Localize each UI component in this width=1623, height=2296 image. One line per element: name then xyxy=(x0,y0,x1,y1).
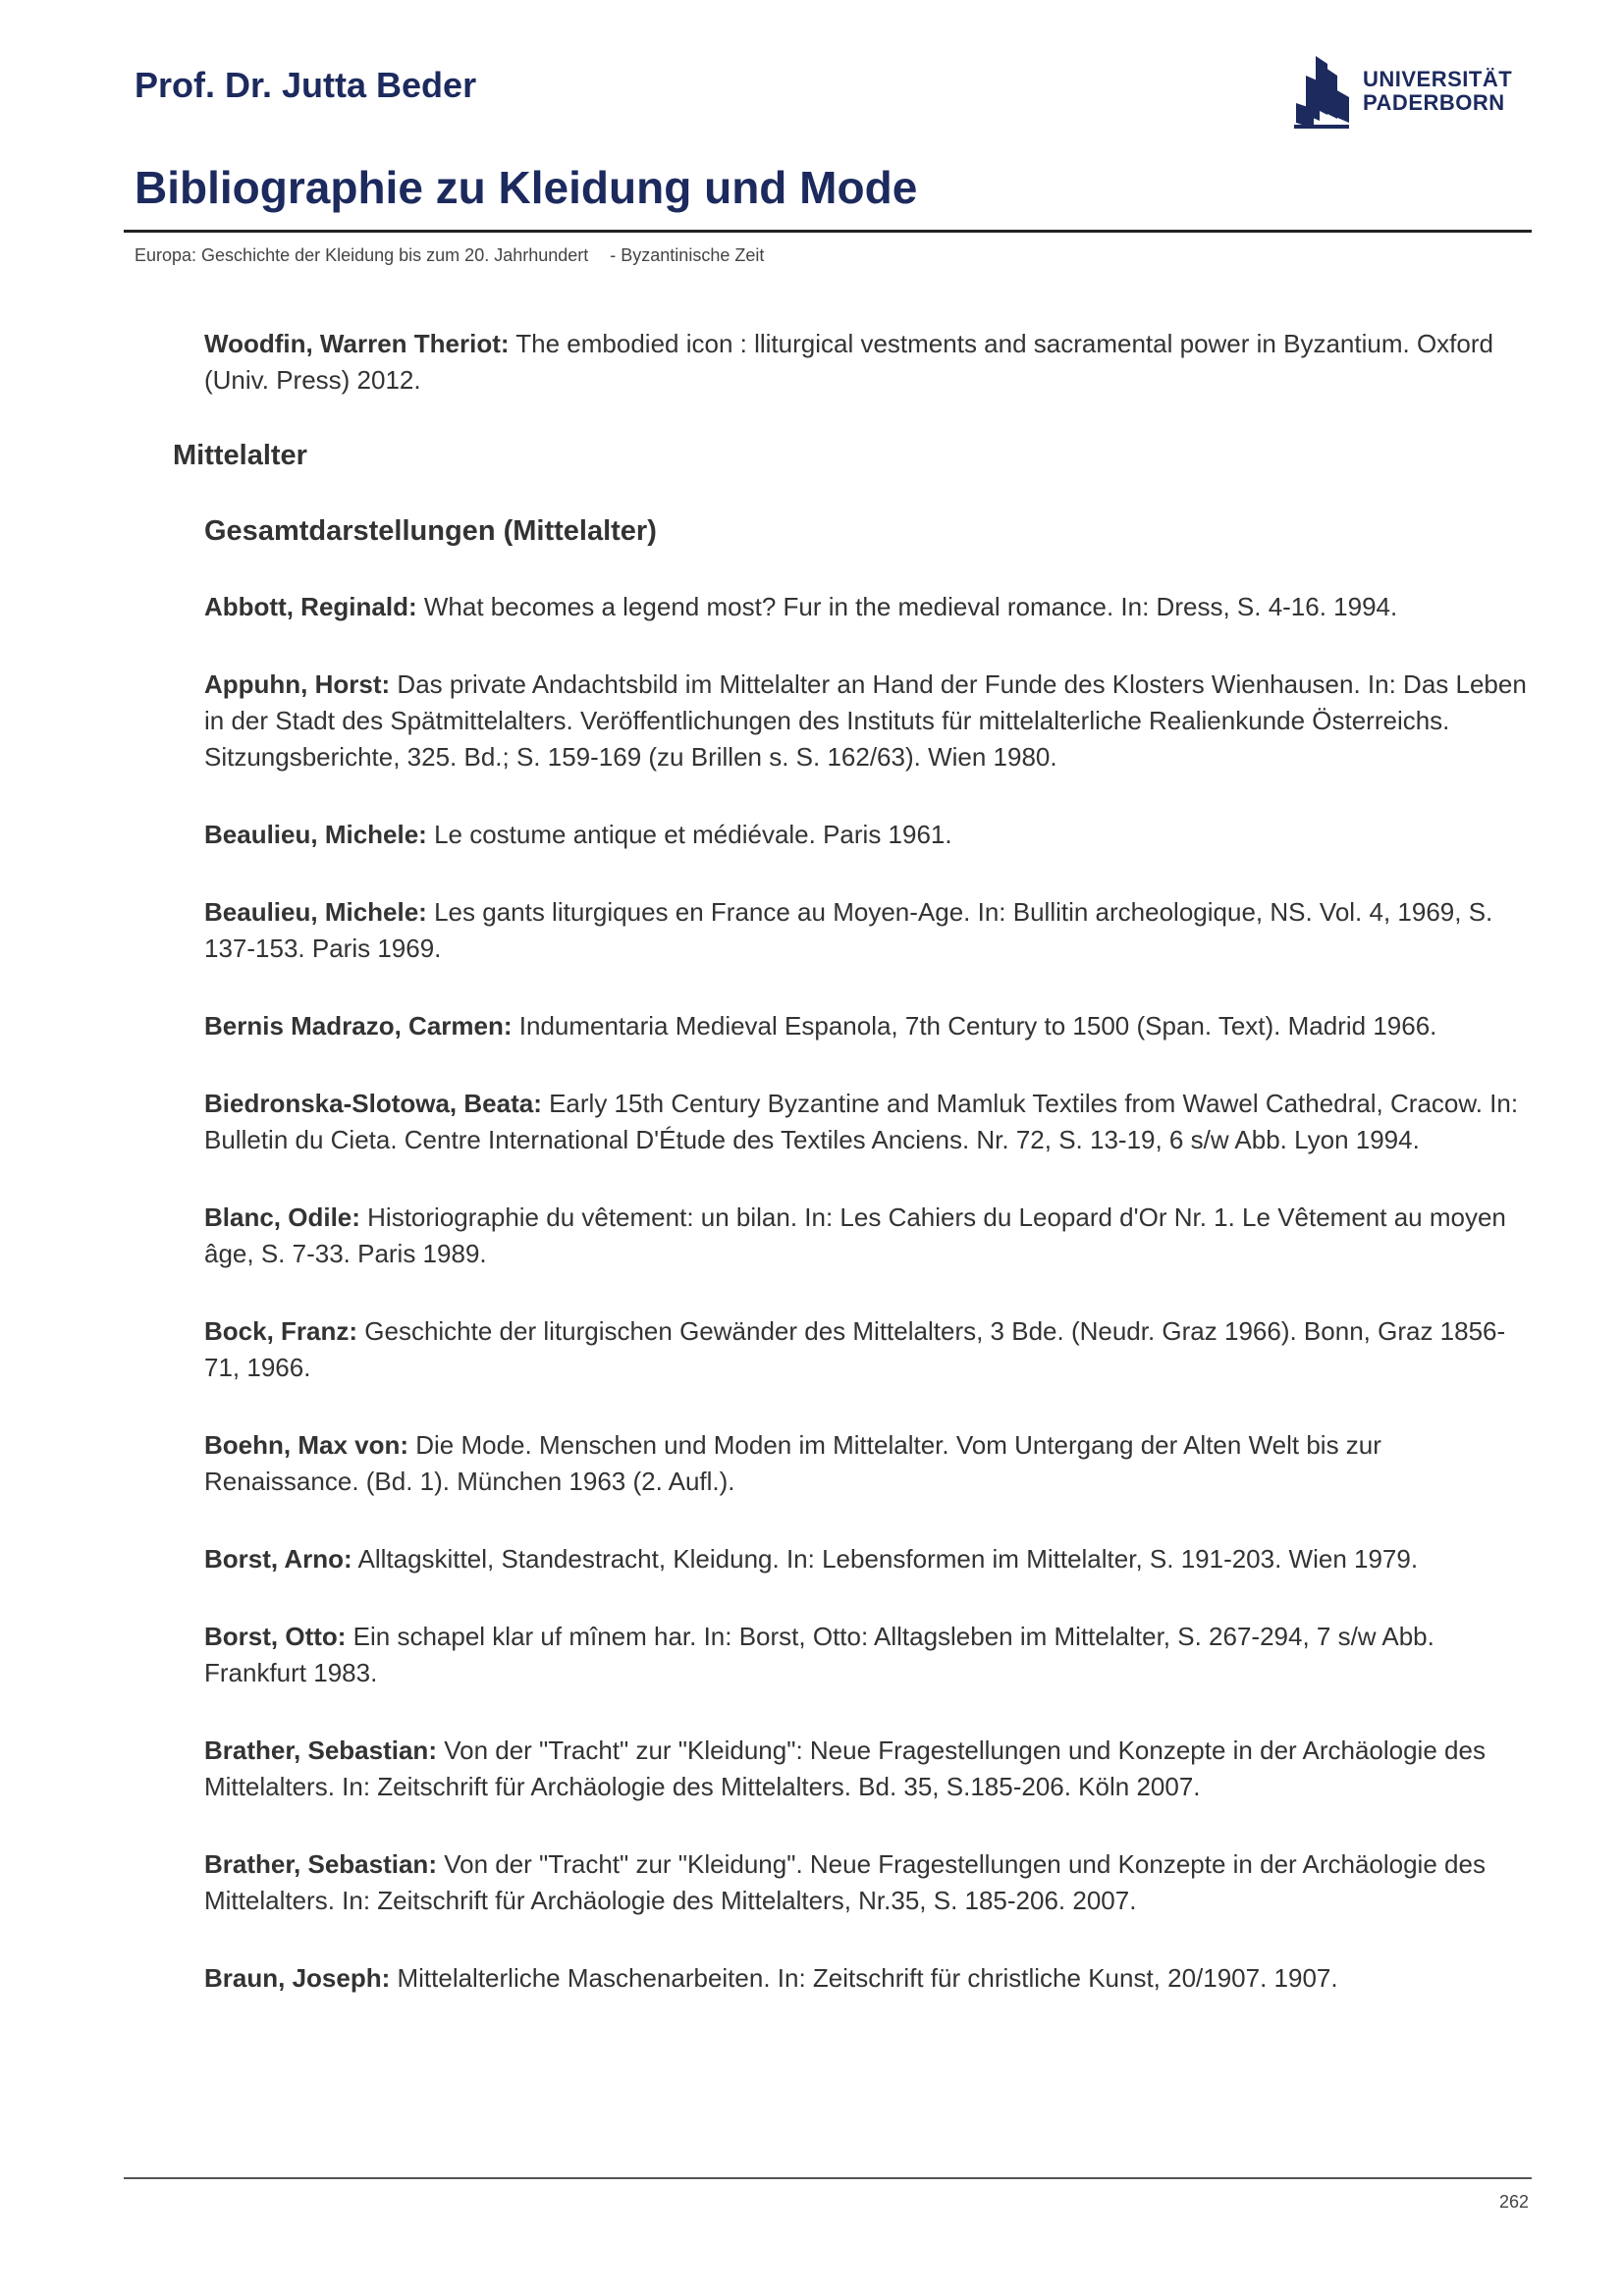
entry-author: Blanc, Odile: xyxy=(204,1202,360,1232)
entry-text: Historiographie du vêtement: un bilan. In: Les Cahiers du Leopard d'Or Nr. 1. Le Vêtement au moyen âge, S. 7-33. Paris 1989. xyxy=(204,1202,1506,1268)
document-title: Bibliographie zu Kleidung und Mode xyxy=(135,162,918,213)
section-heading: Mittelalter xyxy=(173,440,307,471)
logo-line-2: PADERBORN xyxy=(1363,90,1505,115)
entry-text: Alltagskittel, Standestracht, Kleidung. In: Lebensformen im Mittelalter, S. 191-203. Wien 1979. xyxy=(352,1544,1419,1574)
bibliography-entry xyxy=(204,894,1530,967)
breadcrumb-part-1: Europa: Geschichte der Kleidung bis zum 20. Jahrhundert xyxy=(135,245,589,265)
entry-author: Woodfin, Warren Theriot: xyxy=(204,329,510,358)
header-divider xyxy=(124,230,1532,233)
entry-author: Borst, Otto: xyxy=(204,1622,347,1651)
entry-author: Bernis Madrazo, Carmen: xyxy=(204,1011,513,1041)
university-logo-icon xyxy=(1294,54,1351,129)
bibliography-entry xyxy=(204,1846,1530,1919)
entry-author: Brather, Sebastian: xyxy=(204,1849,437,1879)
entry-text: Das private Andachtsbild im Mittelalter an Hand der Funde des Klosters Wienhausen. In: Das Leben in der Stadt des Spätmittelalters. Veröffentlichungen des Instituts für mittelalterliche Realienkunde Österreichs. Sitzungsberichte, 325. Bd.; S. 159-169 (zu Brillen s. S. 162/63). Wien 1980. xyxy=(204,669,1527,772)
bibliography-entry xyxy=(204,1086,1530,1158)
logo-line-1: UNIVERSITÄT xyxy=(1363,67,1513,91)
entry-text: The embodied icon : lliturgical vestments and sacramental power in Byzantium. Oxford (Univ. Press) 2012. xyxy=(204,329,1493,395)
bibliography-entry xyxy=(204,667,1530,775)
footer-divider xyxy=(124,2177,1532,2179)
breadcrumb xyxy=(135,245,764,266)
entry-text: Early 15th Century Byzantine and Mamluk Textiles from Wawel Cathedral, Cracow. In: Bulletin du Cieta. Centre International D'Étude des Textiles Anciens. Nr. 72, S. 13-19, 6 s/w Abb. Lyon 1994. xyxy=(204,1089,1519,1154)
bibliography-entry xyxy=(204,1733,1530,1805)
entry-text: Mittelalterliche Maschenarbeiten. In: Zeitschrift für christliche Kunst, 20/1907. 1907. xyxy=(390,1963,1338,1993)
breadcrumb-part-2: - Byzantinische Zeit xyxy=(610,245,765,265)
entry-author: Abbott, Reginald: xyxy=(204,592,417,621)
author-name: Prof. Dr. Jutta Beder xyxy=(135,65,477,105)
bibliography-entry xyxy=(204,1427,1530,1500)
bibliography-content xyxy=(173,326,1530,2038)
entry-text: Les gants liturgiques en France au Moyen-Age. In: Bullitin archeologique, NS. Vol. 4, 1969, S. 137-153. Paris 1969. xyxy=(204,897,1493,963)
bibliography-entry xyxy=(204,589,1530,625)
page-number: 262 xyxy=(1498,2192,1529,2212)
entry-author: Beaulieu, Michele: xyxy=(204,820,427,849)
entry-text: Indumentaria Medieval Espanola, 7th Century to 1500 (Span. Text). Madrid 1966. xyxy=(512,1011,1437,1041)
entry-text: Von der "Tracht" zur "Kleidung": Neue Fragestellungen und Konzepte in der Archäologie des Mittelalters. In: Zeitschrift für Archäologie des Mittelalters. Bd. 35, S.185-206. Köln 2007. xyxy=(204,1735,1486,1801)
entry-author: Biedronska-Slotowa, Beata: xyxy=(204,1089,542,1118)
entry-author: Boehn, Max von: xyxy=(204,1430,409,1460)
entry-text: Ein schapel klar uf mînem har. In: Borst, Otto: Alltagsleben im Mittelalter, S. 267-294, 7 s/w Abb. Frankfurt 1983. xyxy=(204,1622,1434,1687)
bibliography-entry xyxy=(204,326,1530,399)
entry-text: Von der "Tracht" zur "Kleidung". Neue Fragestellungen und Konzepte in der Archäologie des Mittelalters. In: Zeitschrift für Archäologie des Mittelalters, Nr.35, S. 185-206. 2007. xyxy=(204,1849,1486,1915)
entry-text: What becomes a legend most? Fur in the medieval romance. In: Dress, S. 4-16. 1994. xyxy=(416,592,1398,621)
bibliography-entry xyxy=(204,1200,1530,1272)
bibliography-entry xyxy=(204,1960,1530,1997)
entry-author: Borst, Arno: xyxy=(204,1544,352,1574)
bibliography-entry xyxy=(204,1008,1530,1044)
logo-wordmark xyxy=(1363,68,1512,115)
bibliography-entry xyxy=(204,1541,1530,1577)
entry-author: Brather, Sebastian: xyxy=(204,1735,437,1765)
entry-text: Le costume antique et médiévale. Paris 1961. xyxy=(426,820,952,849)
university-logo xyxy=(1294,51,1530,132)
entry-author: Beaulieu, Michele: xyxy=(204,897,427,927)
entry-author: Braun, Joseph: xyxy=(204,1963,391,1993)
bibliography-entry xyxy=(204,1619,1530,1691)
bibliography-entry xyxy=(204,1313,1530,1386)
entry-author: Bock, Franz: xyxy=(204,1316,358,1346)
bibliography-entry xyxy=(204,817,1530,853)
entry-text: Geschichte der liturgischen Gewänder des Mittelalters, 3 Bde. (Neudr. Graz 1966). Bonn, Graz 1856-71, 1966. xyxy=(204,1316,1506,1382)
entry-author: Appuhn, Horst: xyxy=(204,669,391,699)
subsection-heading: Gesamtdarstellungen (Mittelalter) xyxy=(204,515,657,547)
entry-text: Die Mode. Menschen und Moden im Mittelalter. Vom Untergang der Alten Welt bis zur Renaissance. (Bd. 1). München 1963 (2. Aufl.). xyxy=(204,1430,1381,1496)
